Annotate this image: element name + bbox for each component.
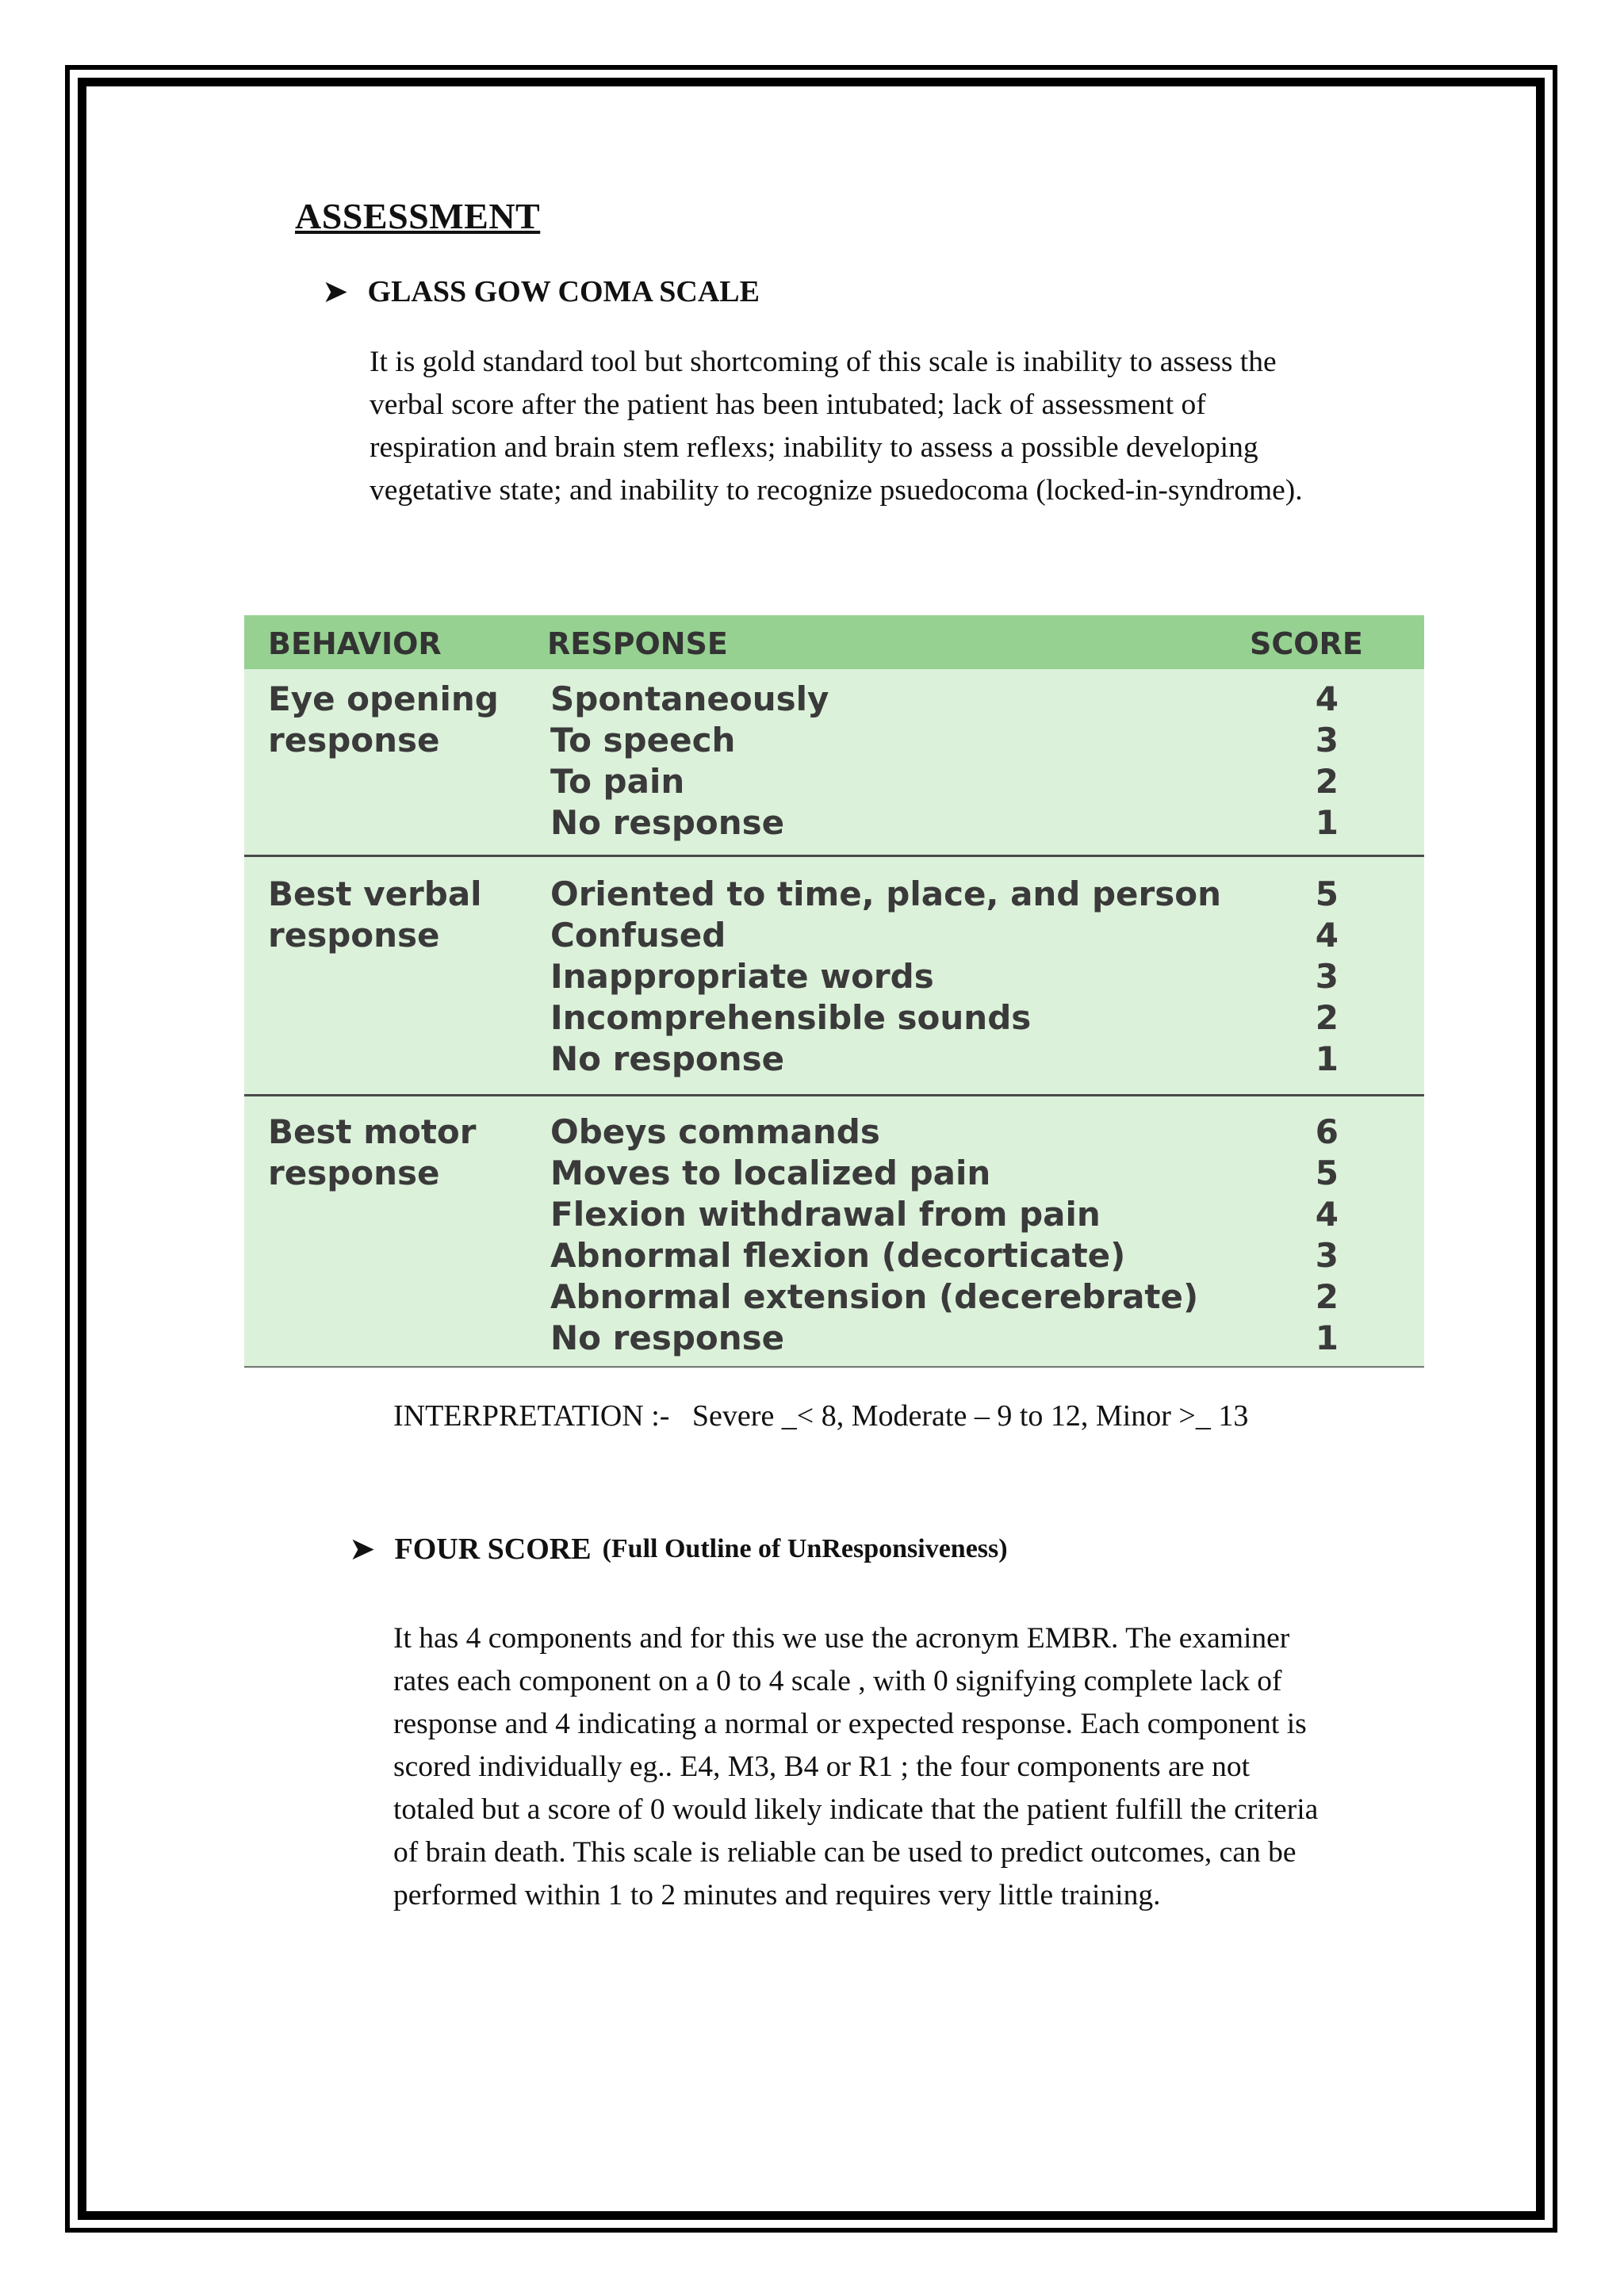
header-behavior: BEHAVIOR	[268, 626, 442, 661]
four-title-main: FOUR SCORE	[394, 1532, 592, 1566]
response-item: Obeys commands	[550, 1112, 880, 1151]
gcs-paragraph-line: verbal score after the patient has been intubated; lack of assessment of	[370, 388, 1206, 421]
page-heading: ASSESSMENT	[295, 196, 541, 236]
score-item: 5	[1315, 874, 1339, 913]
response-item: Abnormal flexion (decorticate)	[550, 1236, 1126, 1275]
four-paragraph-line: rates each component on a 0 to 4 scale , with 0 signifying complete lack of	[393, 1665, 1282, 1697]
response-item: Oriented to time, place, and person	[550, 874, 1222, 913]
gcs-section-title	[322, 273, 760, 310]
four-paragraph-line: response and 4 indicating a normal or expected response. Each component is	[393, 1708, 1307, 1740]
score-item: 2	[1315, 1277, 1339, 1316]
gcs-paragraph	[370, 341, 1432, 512]
response-item: Confused	[550, 916, 726, 955]
arrow-bullet-icon: ➤	[322, 274, 349, 309]
score-item: 5	[1315, 1154, 1339, 1192]
gcs-table-header	[244, 615, 1424, 669]
response-item: To pain	[550, 762, 685, 801]
four-paragraph-line: of brain death. This scale is reliable can be used to predict outcomes, can be	[393, 1836, 1297, 1869]
header-response: RESPONSE	[547, 626, 728, 661]
arrow-bullet-icon: ➤	[349, 1531, 376, 1567]
response-item: No response	[550, 803, 785, 842]
score-item: 1	[1315, 1318, 1339, 1357]
score-item: 4	[1315, 679, 1339, 718]
score-list	[1307, 1112, 1339, 1359]
response-item: Inappropriate words	[550, 957, 934, 996]
score-item: 1	[1315, 803, 1339, 842]
group-divider	[244, 1094, 1424, 1096]
four-paragraph	[393, 1617, 1429, 1917]
header-score: SCORE	[1250, 626, 1363, 661]
score-item: 6	[1315, 1112, 1339, 1151]
score-list	[1307, 679, 1339, 844]
gcs-paragraph-line: vegetative state; and inability to recognize psuedocoma (locked-in-syndrome).	[370, 474, 1303, 507]
response-list	[550, 679, 829, 844]
score-item: 4	[1315, 1195, 1339, 1234]
behavior-label: Best motor response	[268, 1112, 477, 1192]
response-item: Flexion withdrawal from pain	[550, 1195, 1101, 1234]
interpretation-line: INTERPRETATION :- Severe _< 8, Moderate – 9 to 12, Minor >_ 13	[393, 1399, 1249, 1433]
response-item: To speech	[550, 721, 736, 760]
score-item: 3	[1315, 721, 1339, 760]
response-item: Abnormal extension (decerebrate)	[550, 1277, 1199, 1316]
behavior-label: Best verbal response	[268, 874, 482, 955]
gcs-paragraph-line: It is gold standard tool but shortcoming of this scale is inability to assess the	[370, 346, 1277, 378]
four-title-sub: (Full Outline of UnResponsiveness)	[602, 1533, 1008, 1563]
response-item: No response	[550, 1039, 785, 1078]
score-list	[1307, 874, 1339, 1080]
gcs-table	[244, 615, 1424, 1368]
response-item: No response	[550, 1318, 785, 1357]
group-divider	[244, 855, 1424, 857]
response-list	[550, 874, 1221, 1080]
four-paragraph-line: performed within 1 to 2 minutes and requires very little training.	[393, 1879, 1161, 1911]
score-item: 1	[1315, 1039, 1339, 1078]
four-section-title	[349, 1530, 1008, 1567]
gcs-paragraph-line: respiration and brain stem reflexs; inability to assess a possible developing	[370, 431, 1258, 464]
score-item: 4	[1315, 916, 1339, 955]
response-item: Moves to localized pain	[550, 1154, 991, 1192]
response-item: Spontaneously	[550, 679, 829, 718]
score-item: 3	[1315, 1236, 1339, 1275]
behavior-label: Eye opening response	[268, 679, 499, 760]
four-paragraph-line: scored individually eg.. E4, M3, B4 or R1 ; the four components are not	[393, 1751, 1251, 1783]
score-item: 2	[1315, 762, 1339, 801]
four-paragraph-line: It has 4 components and for this we use the acronym EMBR. The examiner	[393, 1622, 1290, 1655]
score-item: 2	[1315, 998, 1339, 1037]
response-list	[550, 1112, 1198, 1359]
response-item: Incomprehensible sounds	[550, 998, 1032, 1037]
gcs-title-text: GLASS GOW COMA SCALE	[367, 274, 760, 308]
four-paragraph-line: totaled but a score of 0 would likely indicate that the patient fulfill the criteria	[393, 1793, 1319, 1826]
score-item: 3	[1315, 957, 1339, 996]
table-bottom-rule	[244, 1366, 1424, 1368]
